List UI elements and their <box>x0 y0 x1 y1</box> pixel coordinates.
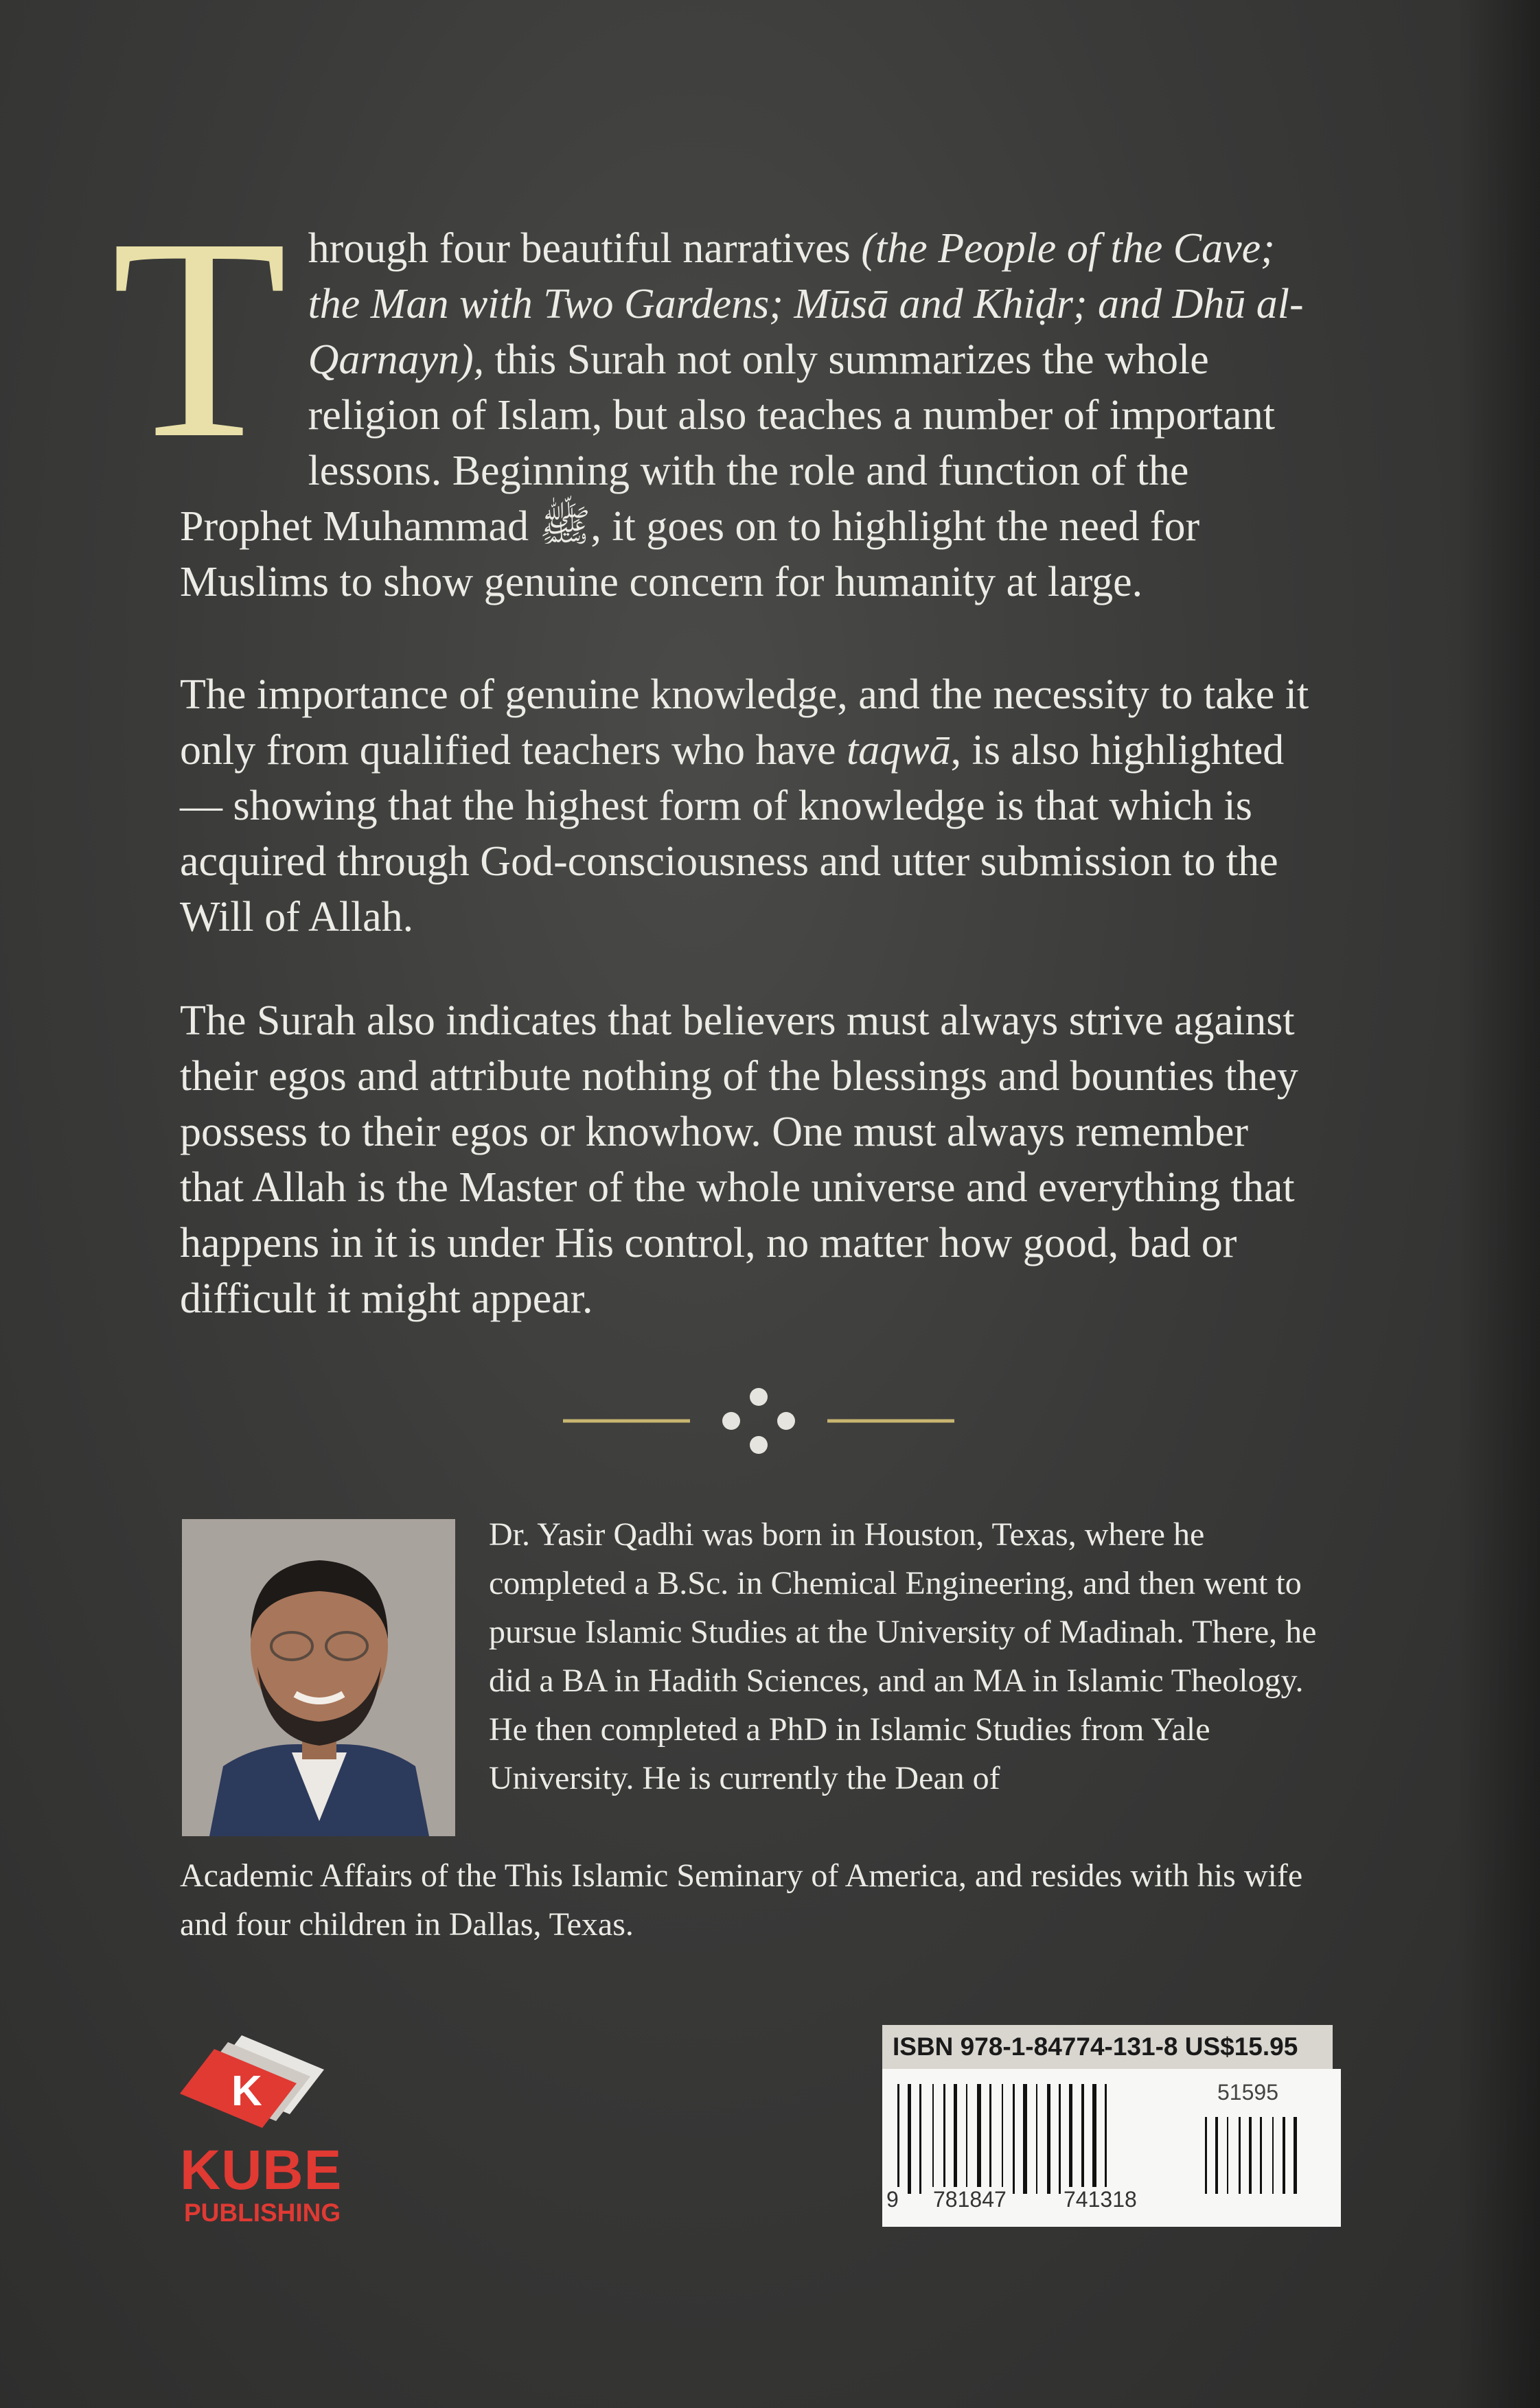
blurb-paragraph-1 <box>111 178 1320 610</box>
author-photo <box>182 1519 455 1836</box>
publisher-logo <box>180 2022 352 2227</box>
blurb-p1-narratives: (the People of the Cave; the Man with Two Gardens; Mūsā and Khiḍr; and Dhū al-Qarnayn), <box>308 225 1304 383</box>
author-bio-continued: Academic Affairs of the This Islamic Seminary of America, and resides with his wife and four children in Dallas, Texas. <box>180 1857 1303 1943</box>
blurb-paragraph-2 <box>180 667 1320 945</box>
isbn-label: ISBN 978-1-84774-131-8 US$15.95 <box>882 2025 1333 2069</box>
author-bio: Dr. Yasir Qadhi was born in Houston, Texas, where he completed a B.Sc. in Chemical Engineering, and then went to pursue Islamic Studies at the University of Madinah. There, he did a BA in Hadith Sciences, and an MA in Islamic Theology. He then completed a PhD in Islamic Studies from Yale University. He is currently the Dean of <box>489 1516 1317 1796</box>
barcode-digits-left: 781847 <box>930 2187 1009 2212</box>
blurb-paragraph-3: The Surah also indicates that believers must always strive against their egos and attribute nothing of the blessings and bounties they possess to their egos or knowhow. One must always remember that Allah is the Master of the whole universe and everything that happens in it is under His control, no matter how good, bad or difficult it might appear. <box>180 997 1298 1322</box>
publisher-name: KUBE <box>180 2139 343 2201</box>
blurb-p2-taqwa: taqwā <box>847 727 951 774</box>
blurb-p1-start: hrough four beautiful narratives <box>308 225 862 272</box>
publisher-sub: PUBLISHING <box>184 2199 341 2227</box>
blurb-p2-start: The importance of genuine knowledge, and the necessity to take it only from qualified teachers who have <box>180 671 1309 774</box>
drop-cap: T <box>111 178 288 498</box>
price-code: 51595 <box>1217 2080 1278 2105</box>
barcode-digits-right: 741318 <box>1061 2187 1140 2212</box>
logo-letter: K <box>231 2068 262 2115</box>
barcode-digit-lead: 9 <box>884 2187 901 2212</box>
blurb-p1-rest: this Surah not only summarizes the whole religion of Islam, but also teaches a number of important lessons. Beginning with the role and function of the Prophet Muhammad ﷺ, it goes on to highlight the need for Muslims to show genuine concern for humanity at large. <box>180 336 1275 605</box>
kube-logo-icon <box>180 2022 352 2138</box>
spine-shadow <box>1458 0 1540 2408</box>
barcode <box>882 2069 1341 2227</box>
ornament-divider <box>563 1380 954 1462</box>
blurb-p2-end: , is also highlighted — showing that the highest form of knowledge is that which is acquired through God-consciousness and utter submission to the Will of Allah. <box>180 727 1285 940</box>
